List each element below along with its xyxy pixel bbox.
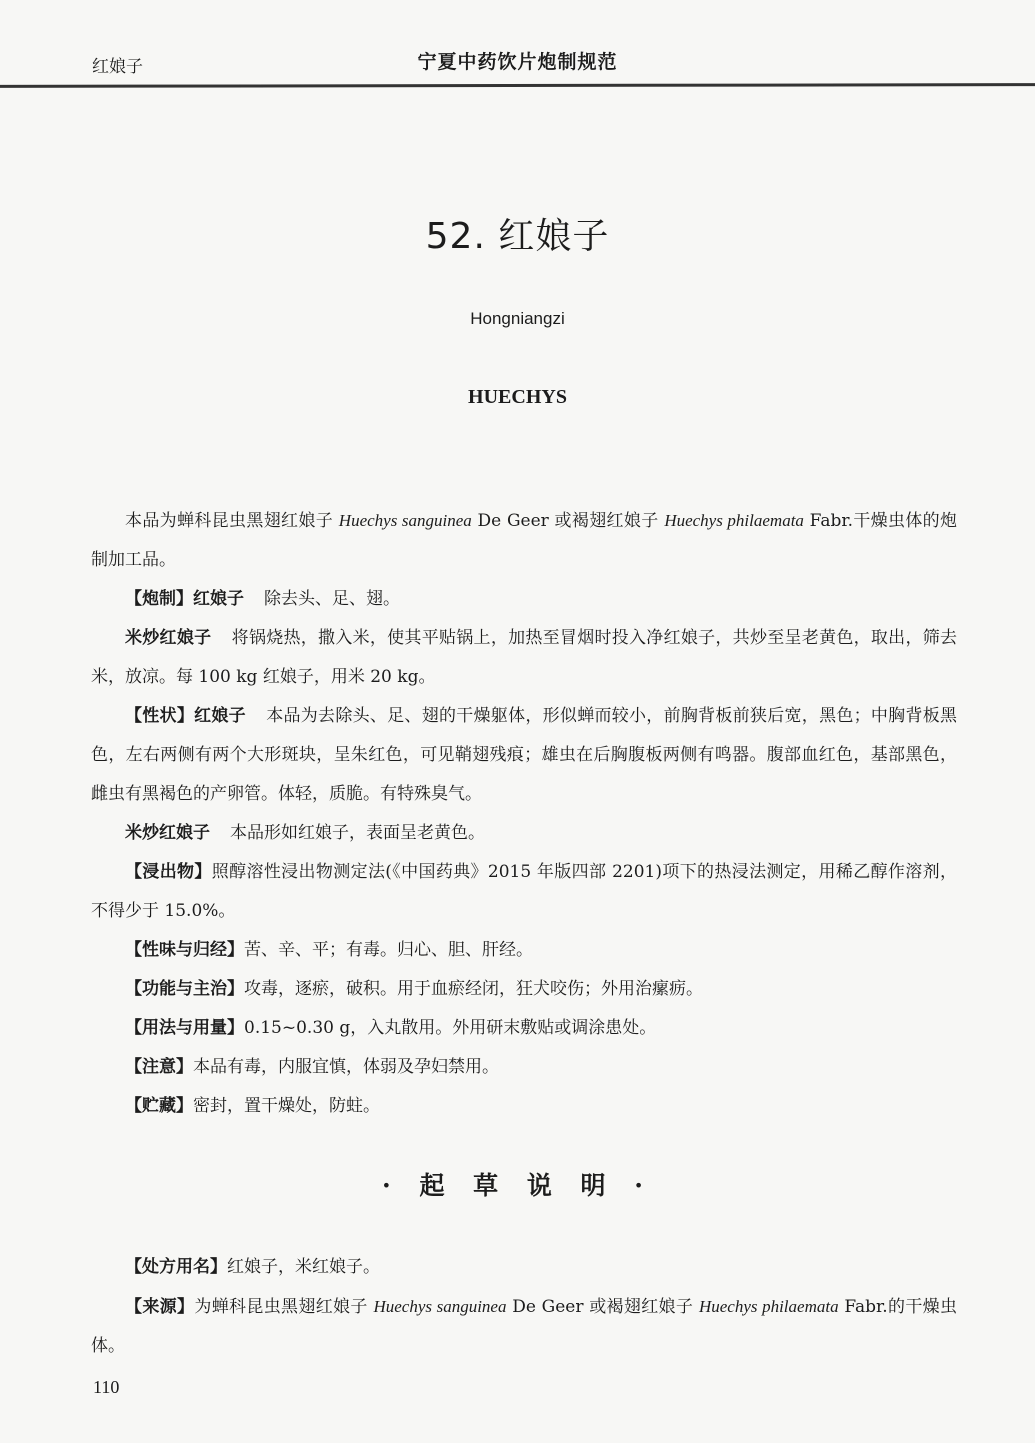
xingzhuang-text: 本品为去除头、足、翅的干燥躯体，形似蝉而较小，前胸背板前狭后宽，黑色；中胸背板黑色，左右两侧有两个大形斑块，呈朱红色，可见鞘翅残痕；雄虫在后胸腹板两侧有鸣器。腹部血红色，基部黑色，雌虫有黑褐色的产卵管。体轻，质脆。有特殊臭气。 [91, 706, 957, 804]
zhuyi-text: 本品有毒，内服宜慎，体弱及孕妇禁用。 [193, 1057, 499, 1077]
latin-name: HUECHYS [468, 386, 567, 408]
laiyuan-paragraph [91, 1287, 957, 1366]
michao-xingzhuang-text: 本品形如红娘子，表面呈老黄色。 [230, 823, 485, 843]
laiyuan-species-1: Huechys sanguinea [373, 1297, 507, 1316]
monograph-body [91, 501, 957, 1126]
intro-text-a: 本品为蝉科昆虫黑翅红娘子 [125, 511, 334, 531]
running-header-title: 宁夏中药饮片炮制规范 [417, 51, 618, 73]
paozhi-paragraph [91, 580, 957, 619]
intro-text-b: De Geer 或褐翅红娘子 [477, 511, 665, 531]
yongfa-label: 【用法与用量】 [125, 1018, 244, 1038]
monograph-title: 52. 红娘子 [425, 216, 610, 257]
chufang-text: 红娘子，米红娘子。 [227, 1257, 380, 1277]
pinyin-name: Hongniangzi [470, 309, 565, 328]
species-name-1: Huechys sanguinea [338, 511, 472, 530]
jinchu-label: 【浸出物】 [125, 862, 212, 882]
xingwei-text: 苦、辛、平；有毒。归心、胆、肝经。 [244, 940, 533, 960]
zhuyi-label: 【注意】 [125, 1057, 193, 1077]
laiyuan-text-a: 为蝉科昆虫黑翅红娘子 [194, 1297, 374, 1317]
jinchu-text: 照醇溶性浸出物测定法(《中国药典》2015 年版四部 2201)项下的热浸法测定，用稀乙醇作溶剂，不得少于 15.0%。 [91, 862, 957, 921]
zhucang-text: 密封，置干燥处，防蛀。 [193, 1096, 380, 1116]
header-rule [0, 83, 1035, 88]
xingzhuang-label: 【性状】红娘子 [125, 706, 246, 726]
intro-text-c: Fabr.干燥虫体的炮制加工品。 [91, 511, 958, 570]
laiyuan-species-2: Huechys philaemata [698, 1297, 839, 1316]
page-number: 110 [93, 1377, 120, 1397]
xingzhuang-paragraph [91, 697, 957, 814]
michao-xingzhuang-paragraph [91, 814, 957, 853]
drafting-notes-body [91, 1248, 957, 1366]
yongfa-paragraph [91, 1009, 957, 1048]
laiyuan-text-c: Fabr.的干燥虫体。 [91, 1297, 957, 1356]
gongneng-text: 攻毒，逐瘀，破积。用于血瘀经闭，狂犬咬伤；外用治瘰疬。 [244, 979, 703, 999]
xingwei-paragraph [91, 931, 957, 970]
michao-text: 将锅烧热，撒入米，使其平贴锅上，加热至冒烟时投入净红娘子，共炒至呈老黄色，取出，筛去米，放凉。每 100 kg 红娘子，用米 20 kg。 [91, 628, 958, 687]
running-header-left: 红娘子 [92, 57, 143, 77]
zhucang-label: 【贮藏】 [125, 1096, 193, 1116]
gongneng-label: 【功能与主治】 [125, 979, 244, 999]
zhuyi-paragraph [91, 1048, 957, 1087]
laiyuan-label: 【来源】 [125, 1297, 195, 1317]
michao-label: 米炒红娘子 [125, 628, 212, 648]
paozhi-label: 【炮制】红娘子 [125, 589, 244, 609]
paozhi-text: 除去头、足、翅。 [264, 589, 400, 609]
xingwei-label: 【性味与归经】 [125, 940, 244, 960]
chufang-paragraph [91, 1248, 957, 1287]
chufang-label: 【处方用名】 [125, 1257, 227, 1277]
michao-xingzhuang-label: 米炒红娘子 [125, 823, 210, 843]
gongneng-paragraph [91, 970, 957, 1009]
species-name-2: Huechys philaemata [664, 511, 804, 530]
jinchu-paragraph [91, 853, 957, 931]
intro-paragraph [91, 501, 957, 580]
zhucang-paragraph [91, 1087, 957, 1126]
section-heading: · 起 草 说 明 · [382, 1171, 653, 1200]
michao-paragraph [91, 619, 957, 697]
laiyuan-text-b: De Geer 或褐翅红娘子 [506, 1297, 699, 1317]
yongfa-text: 0.15~0.30 g，入丸散用。外用研末敷贴或调涂患处。 [244, 1018, 657, 1038]
